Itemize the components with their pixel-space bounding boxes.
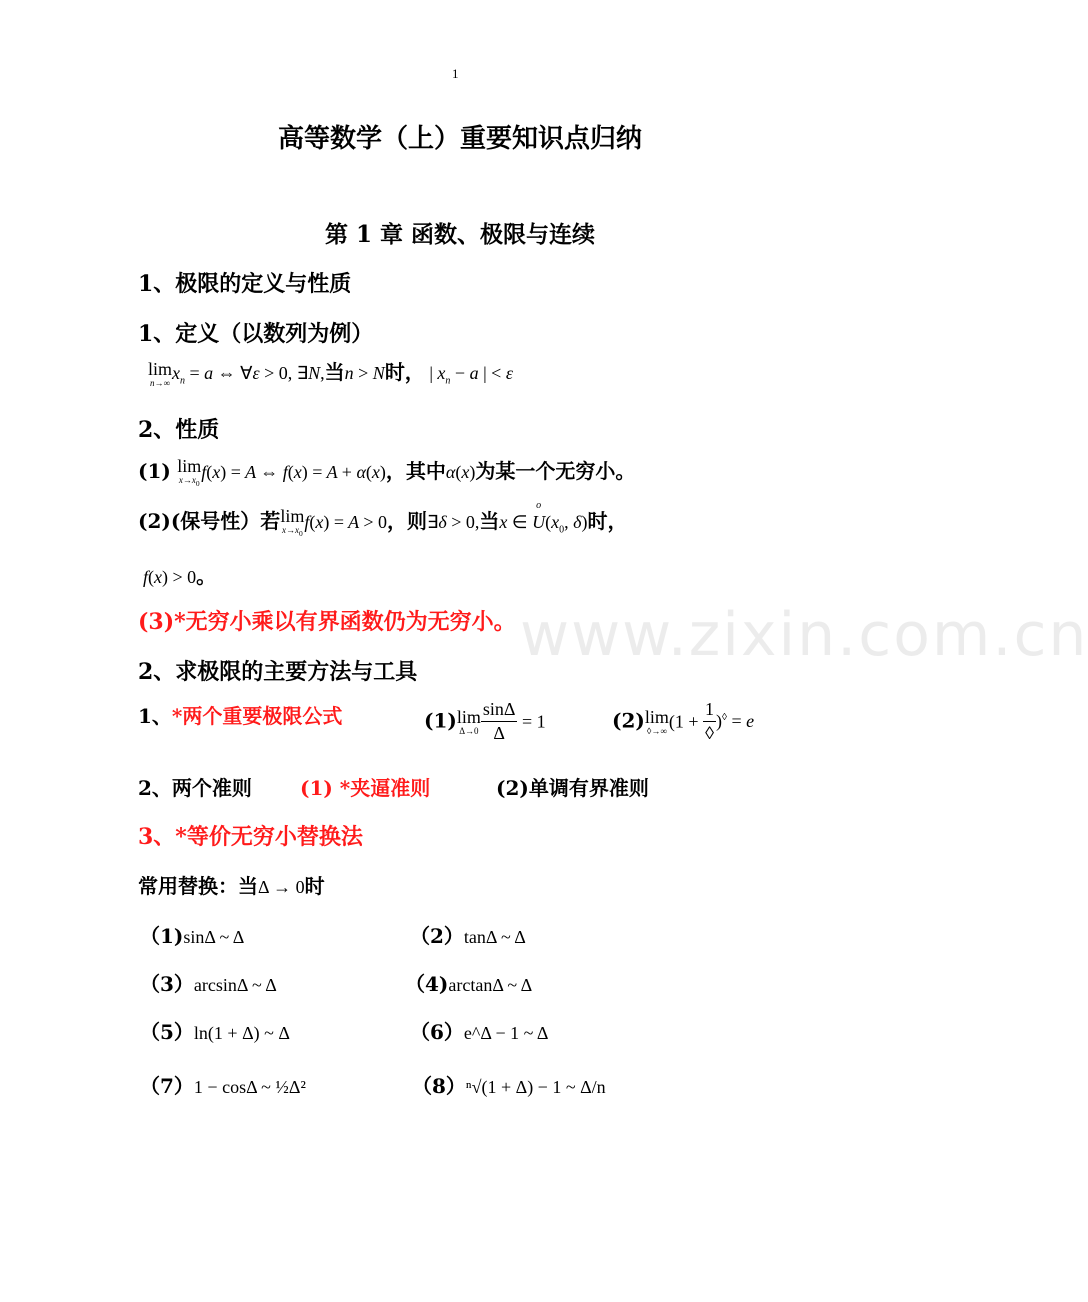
common-replacement-text: 常用替换：当 — [138, 874, 258, 898]
chapter-heading: 第 1 章 函数、极限与连续 — [324, 221, 596, 248]
property-2-end: 。 — [196, 564, 217, 588]
rules-label: 2、两个准则 — [138, 776, 252, 800]
property-2-then: ，则 — [387, 509, 428, 533]
replacement-5: （5）ln(1 + Δ) ~ Δ — [140, 1020, 290, 1044]
page-title: 高等数学（上）重要知识点归纳 — [277, 124, 642, 154]
property-1: (1) lim $x\to x_0$ f(x) = A ⇔ f(x) = A + α(x)，其中α(x)为某一个无穷小。 — [138, 456, 636, 489]
replacement-3-expr: arcsinΔ ~ Δ — [193, 975, 277, 995]
definition-formula: lim n→∞ $x_n = a$ ⇔ ∀ε > 0, ∃N,当n > N时， | $x_n - a$ | < ε — [148, 358, 513, 388]
section-2-heading: 2、求极限的主要方法与工具 — [138, 659, 418, 685]
replacement-7: （7）1 − cosΔ ~ ½Δ² — [140, 1074, 306, 1098]
limit-formula-2: (2) lim ◊→∞ (1 + $\frac{1}{◊}$ )◊ = e — [612, 699, 755, 743]
properties-heading: 2、性质 — [138, 417, 220, 443]
important-limits-label: *两个重要极限公式 — [171, 704, 343, 728]
rules-row — [138, 772, 252, 801]
replacement-1: （1)sinΔ ~ Δ — [140, 924, 245, 948]
replacement-7-expr: 1 − cosΔ ~ ½Δ² — [193, 1077, 306, 1097]
replacement-4: （4)arctanΔ ~ Δ — [405, 972, 533, 996]
monotone-bounded-rule: (2)单调有界准则 — [496, 776, 649, 800]
replacement-2-expr: tanΔ ~ Δ — [463, 927, 526, 947]
important-limits-row — [138, 700, 342, 729]
property-1-text: ，其中 — [385, 459, 446, 483]
definition-time-text: 时， — [384, 360, 425, 384]
common-replacement-end: 时 — [304, 874, 325, 898]
property-2-when: 当 — [479, 509, 500, 533]
property-2-time: 时， — [587, 509, 628, 533]
replacement-3: （3）arcsinΔ ~ Δ — [140, 972, 277, 996]
limit-1-label: (1) — [424, 708, 457, 733]
replacement-2: （2）tanΔ ~ Δ — [410, 924, 526, 948]
common-replacement-line: 常用替换：当Δ → 0时 — [138, 874, 325, 898]
definition-when-text: 当 — [324, 360, 345, 384]
property-1-label: (1) — [138, 459, 171, 483]
replacement-6: （6）e^Δ − 1 ~ Δ — [410, 1020, 549, 1044]
equivalent-infinitesimal-heading: 3、*等价无穷小替换法 — [138, 824, 363, 850]
property-1-text2: 为某一个无穷小。 — [475, 459, 636, 483]
property-2-continuation: f(x) > 0。 — [143, 564, 217, 588]
property-2-label: (2)(保号性）若 — [138, 509, 281, 533]
squeeze-rule: (1) *夹逼准则 — [300, 776, 431, 800]
limit-2-label: (2) — [612, 708, 645, 733]
definition-heading: 1、定义（以数列为例） — [138, 321, 374, 347]
replacement-8-expr: ⁿ√(1 + Δ) − 1 ~ Δ/n — [465, 1077, 606, 1097]
watermark: www.zixin.com.cn — [520, 600, 1088, 670]
replacement-4-expr: arctanΔ ~ Δ — [448, 975, 533, 995]
property-2: (2)(保号性）若 lim $x\to x_0$ f(x) = A > 0，则∃δ > 0,当x ∈ U o ($x_0$, δ)时， — [138, 500, 628, 539]
replacement-8: （8）ⁿ√(1 + Δ) − 1 ~ Δ/n — [412, 1074, 606, 1098]
replacement-5-expr: ln(1 + Δ) ~ Δ — [193, 1023, 290, 1043]
replacement-1-expr: sinΔ ~ Δ — [183, 927, 245, 947]
property-3: (3)*无穷小乘以有界函数仍为无穷小。 — [138, 609, 516, 635]
item-1-number: 1、 — [138, 704, 172, 728]
replacement-6-expr: e^Δ − 1 ~ Δ — [463, 1023, 549, 1043]
limit-formula-1: (1) lim Δ→0 $\frac{\sin\Delta}{\Delta}$ = 1 — [424, 699, 546, 743]
page-number: 1 — [452, 66, 459, 81]
section-1-heading: 1、极限的定义与性质 — [138, 271, 352, 297]
